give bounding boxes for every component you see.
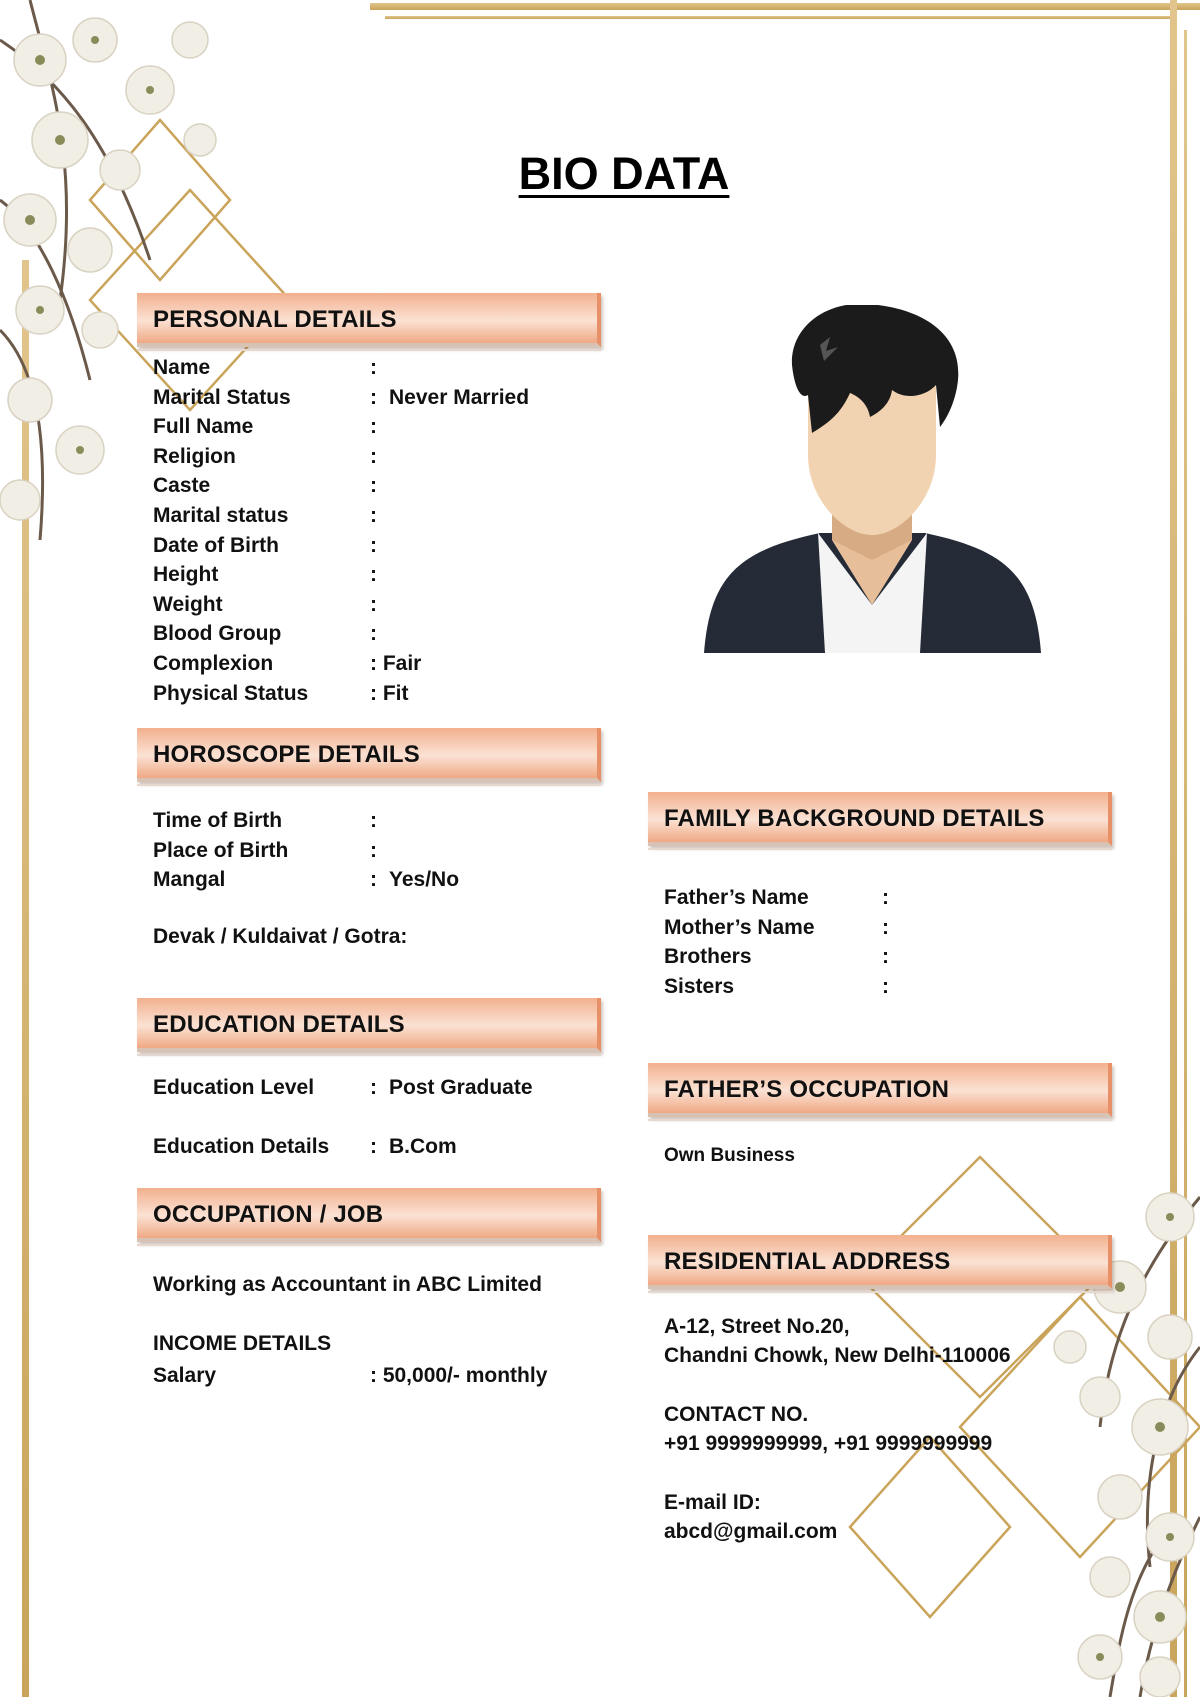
field-label: Height xyxy=(153,563,219,587)
field-label: Weight xyxy=(153,592,223,616)
field-label: Blood Group xyxy=(153,622,282,646)
field-label: Education Level xyxy=(153,1076,315,1099)
field-value: Post Graduate xyxy=(389,1076,533,1099)
contact-numbers: +91 9999999999, +91 9999999999 xyxy=(664,1432,993,1455)
list-item xyxy=(664,883,1134,913)
field-separator: : xyxy=(882,974,889,998)
list-item xyxy=(664,913,1134,943)
page-title: BIO DATA xyxy=(518,148,730,199)
gotra-label: Devak / Kuldaivat / Gotra: xyxy=(153,925,408,948)
field-label: Physical Status xyxy=(153,681,309,705)
field-separator: : xyxy=(370,474,377,498)
horoscope-details-title: HOROSCOPE DETAILS xyxy=(153,741,420,768)
list-item xyxy=(153,649,613,679)
field-separator: : xyxy=(370,533,377,557)
address-line-1: A-12, Street No.20, xyxy=(664,1315,850,1338)
list-item xyxy=(153,679,613,709)
field-label: Sisters xyxy=(664,974,735,998)
residential-address-title: RESIDENTIAL ADDRESS xyxy=(664,1248,951,1275)
field-label: Mother’s Name xyxy=(664,915,815,939)
field-separator: : xyxy=(370,809,377,832)
field-label: Full Name xyxy=(153,415,254,439)
horoscope-details-list xyxy=(153,806,613,895)
field-label: Name xyxy=(153,356,211,379)
field-value: Yes/No xyxy=(389,868,460,892)
horoscope-details-header xyxy=(137,728,601,782)
list-item xyxy=(153,412,613,442)
occupation-title: OCCUPATION / JOB xyxy=(153,1201,384,1228)
field-label: Education Details xyxy=(153,1135,330,1158)
list-item xyxy=(153,619,613,649)
field-separator: : Fair xyxy=(370,651,422,675)
field-separator: : xyxy=(370,622,377,646)
personal-details-list xyxy=(153,353,613,708)
field-separator: : xyxy=(370,385,377,409)
field-separator: : xyxy=(370,444,377,468)
list-item xyxy=(153,531,613,561)
field-separator: : xyxy=(370,503,377,527)
field-label: Time of Birth xyxy=(153,809,283,832)
field-label: Marital Status xyxy=(153,385,291,409)
field-separator: : xyxy=(882,945,889,969)
list-item xyxy=(153,383,613,413)
list-item xyxy=(153,865,613,895)
field-separator: : xyxy=(882,915,889,939)
list-item xyxy=(664,972,1134,1002)
family-background-title: FAMILY BACKGROUND DETAILS xyxy=(664,805,1045,832)
father-occupation-text: Own Business xyxy=(664,1145,795,1166)
list-item xyxy=(153,836,613,866)
email-title: E-mail ID: xyxy=(664,1491,761,1514)
list-item xyxy=(153,501,613,531)
email-value: abcd@gmail.com xyxy=(664,1520,838,1543)
field-label: Father’s Name xyxy=(664,886,809,909)
list-item xyxy=(153,353,613,383)
field-separator: : Fit xyxy=(370,681,409,705)
list-item xyxy=(153,560,613,590)
frame-top-inner-line xyxy=(385,16,1175,19)
personal-details-title: PERSONAL DETAILS xyxy=(153,306,397,333)
field-separator: : xyxy=(370,838,377,862)
field-label: Mangal xyxy=(153,868,226,892)
family-background-header xyxy=(648,792,1112,846)
list-item xyxy=(153,471,613,501)
frame-top-line xyxy=(370,3,1200,10)
field-separator: : xyxy=(370,592,377,616)
education-details-header xyxy=(137,998,601,1052)
father-occupation-title: FATHER’S OCCUPATION xyxy=(664,1076,950,1103)
field-value: Never Married xyxy=(389,385,530,409)
father-occupation-header xyxy=(648,1063,1112,1117)
contact-title: CONTACT NO. xyxy=(664,1403,809,1426)
list-item xyxy=(153,590,613,620)
field-separator: : xyxy=(370,356,377,379)
residential-address-header xyxy=(648,1235,1112,1289)
family-details-list xyxy=(664,883,1134,1001)
field-label: Brothers xyxy=(664,945,752,969)
field-label: Place of Birth xyxy=(153,838,289,862)
list-item xyxy=(664,942,1134,972)
field-label: Complexion xyxy=(153,651,274,675)
list-item xyxy=(153,806,613,836)
field-value: B.Com xyxy=(389,1135,457,1158)
profile-photo xyxy=(700,305,1045,655)
field-separator: : xyxy=(370,1135,377,1158)
field-separator: : xyxy=(370,563,377,587)
list-item xyxy=(153,442,613,472)
field-label: Date of Birth xyxy=(153,533,279,557)
field-separator: : xyxy=(370,868,377,892)
field-separator: : xyxy=(882,886,889,909)
field-label: Religion xyxy=(153,444,236,468)
income-details-title: INCOME DETAILS xyxy=(153,1332,332,1355)
occupation-header xyxy=(137,1188,601,1242)
field-label: Salary xyxy=(153,1364,217,1387)
address-line-2: Chandni Chowk, New Delhi-110006 xyxy=(664,1344,1011,1367)
field-label: Caste xyxy=(153,474,211,498)
person-avatar-icon xyxy=(700,305,1045,655)
field-value: : 50,000/- monthly xyxy=(370,1364,548,1387)
field-separator: : xyxy=(370,415,377,439)
occupation-text: Working as Accountant in ABC Limited xyxy=(153,1273,542,1296)
education-details-title: EDUCATION DETAILS xyxy=(153,1011,405,1038)
field-label: Marital status xyxy=(153,503,289,527)
field-separator: : xyxy=(370,1076,377,1099)
personal-details-header xyxy=(137,293,601,347)
